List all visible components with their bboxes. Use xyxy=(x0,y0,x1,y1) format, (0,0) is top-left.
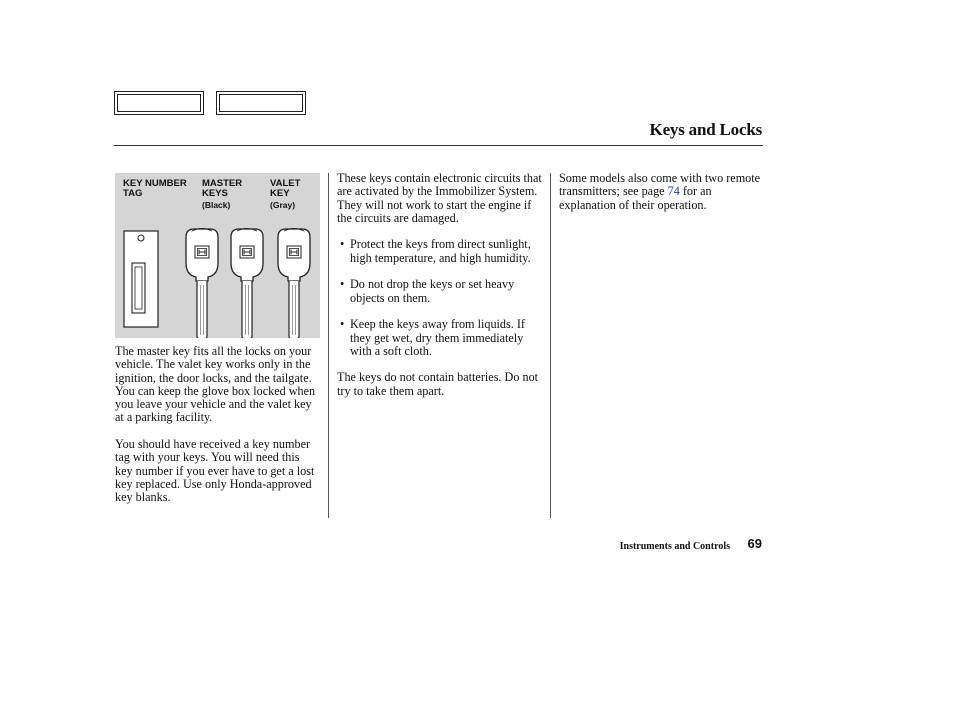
label-valet-key: VALET KEY xyxy=(270,178,301,199)
key-number-paragraph: You should have received a key number tag with your keys. You will need this key number if you ever have to get a lost key replaced. Use only Honda-approved key blanks. xyxy=(115,437,315,505)
page-title: Keys and Locks xyxy=(649,120,762,139)
immobilizer-paragraph: These keys contain electronic circuits that are activated by the Immobilizer System. They will not work to start the engine if the circuits are damaged. xyxy=(337,171,542,225)
master-key-1 xyxy=(186,229,218,339)
column-1-text xyxy=(115,345,320,518)
column-3-text xyxy=(559,172,764,225)
page-74-link[interactable]: 74 xyxy=(667,184,680,199)
footer-section-name: Instruments and Controls xyxy=(619,541,730,552)
valet-key-shape xyxy=(278,229,310,339)
label-master-keys: MASTER KEYS xyxy=(202,178,243,199)
master-key-paragraph: The master key fits all the locks on your vehicle. The valet key works only in the ignition, the door locks, and the tailgate. You can keep the glove box locked when you leave your vehicle and the valet key at a parking facility. xyxy=(115,344,316,425)
column-divider-1 xyxy=(328,173,329,518)
column-2-text xyxy=(337,172,542,411)
bullet-liquids: • Keep the keys away from liquids. If they get wet, dry them immediately with a soft cloth. xyxy=(337,318,542,358)
next-page-button[interactable] xyxy=(216,91,306,115)
label-key-number-tag: KEY NUMBER TAG xyxy=(123,178,187,199)
batteries-paragraph: The keys do not contain batteries. Do not try to take them apart. xyxy=(337,370,539,398)
key-number-tag-shape xyxy=(124,231,158,327)
bullet-protect: • Protect the keys from direct sunlight, high temperature, and high humidity. xyxy=(337,238,542,265)
keys-illustration xyxy=(115,173,320,338)
column-divider-2 xyxy=(550,173,551,518)
label-valet-key-color: (Gray) xyxy=(270,200,296,210)
label-master-keys-color: (Black) xyxy=(202,200,231,210)
previous-page-button[interactable] xyxy=(114,91,204,115)
remote-transmitters-paragraph xyxy=(559,172,764,212)
remote-text-before: Some models also come with two remote transmitters; see page xyxy=(559,171,761,199)
title-divider xyxy=(114,145,763,146)
remote-text-after: for an explanation of their operation. xyxy=(559,184,712,212)
bullet-do-not-drop: • Do not drop the keys or set heavy objects on them. xyxy=(337,278,542,305)
master-key-2 xyxy=(231,229,263,339)
page-number: 69 xyxy=(747,536,762,551)
